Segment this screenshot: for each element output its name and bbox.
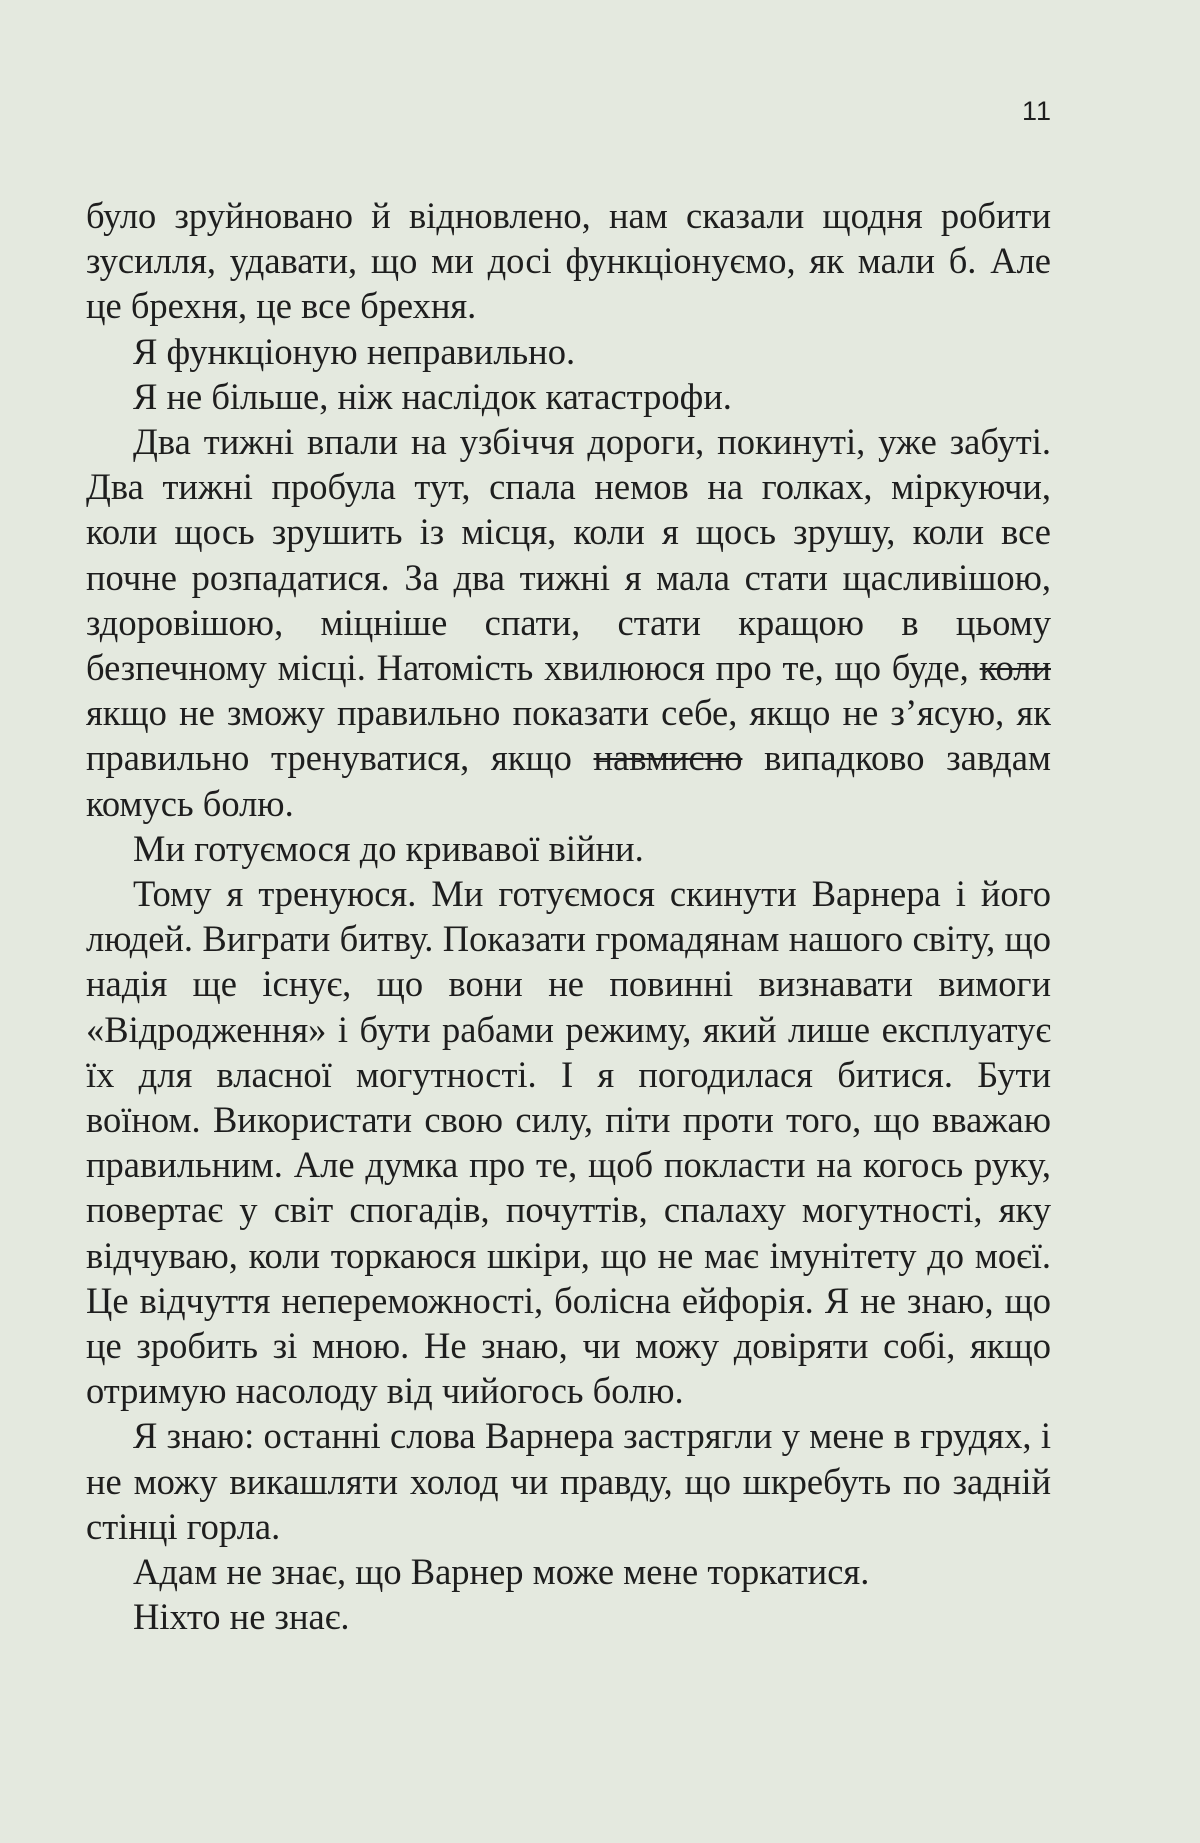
paragraph-4: [86, 419, 1051, 826]
struck-word-2: навмисно: [593, 737, 743, 779]
paragraph-4-text-c: випадково завдам комусь болю.: [86, 737, 1052, 824]
paragraph-8: Адам не знає, що Варнер може мене торкатися.: [133, 1551, 870, 1593]
page-number: 11: [1021, 96, 1052, 126]
paragraph-9: Ніхто не знає.: [133, 1596, 350, 1638]
paragraph-4-text-b: якщо не зможу правильно показати себе, якщо не з’ясую, як правильно тренуватися, якщо: [86, 692, 1051, 779]
paragraph-5: Ми готуємося до кривавої війни.: [133, 827, 644, 869]
paragraph-3: Я не більше, ніж наслідок катастрофи.: [133, 375, 732, 417]
struck-word-1: коли: [979, 647, 1051, 689]
paragraph-2: Я функціоную неправильно.: [133, 330, 576, 372]
paragraph-7: Я знаю: останні слова Варнера застрягли у мене в грудях, і не можу викашляти холод чи правду, що шкребуть по задній стінці горла.: [86, 1415, 1051, 1547]
paragraph-6: Тому я тренуюся. Ми готуємося скинути Варнера і його людей. Виграти битву. Показати громадянам нашого світу, що надія ще існує, що вони не повинні визнавати вимоги «Відродження» і бути рабами режиму, який лише експлуатує їх для власної могутності. І я погодилася битися. Бути воїном. Використати свою силу, піти проти того, що вважаю правильним. Але думка про те, щоб покласти на когось руку, повертає у світ спогадів, почуттів, спалаху могутності, яку відчуваю, коли торкаюся шкіри, що не має імунітету до моєї. Це відчуття непереможності, болісна ейфорія. Я не знаю, що це зробить зі мною. Не знаю, чи можу довіряти собі, якщо отримую насолоду від чийогось болю.: [86, 873, 1051, 1412]
paragraph-1: було зруйновано й відновлено, нам сказали щодня робити зусилля, удавати, що ми досі функціонуємо, як мали б. Але це брехня, це все брехня.: [86, 195, 1051, 327]
body-text: [86, 193, 1051, 1640]
paragraph-4-text-a: Два тижні впали на узбіччя дороги, покинуті, уже забуті. Два тижні пробула тут, спала немов на голках, міркуючи, коли щось зрушить із місця, коли я щось зрушу, коли все почне розпадатися. За два тижні я мала стати щасливішою, здоровішою, міцніше спати, стати кращою в цьому безпечному місці. Натомість хвилююся про те, що буде,: [86, 421, 1051, 689]
